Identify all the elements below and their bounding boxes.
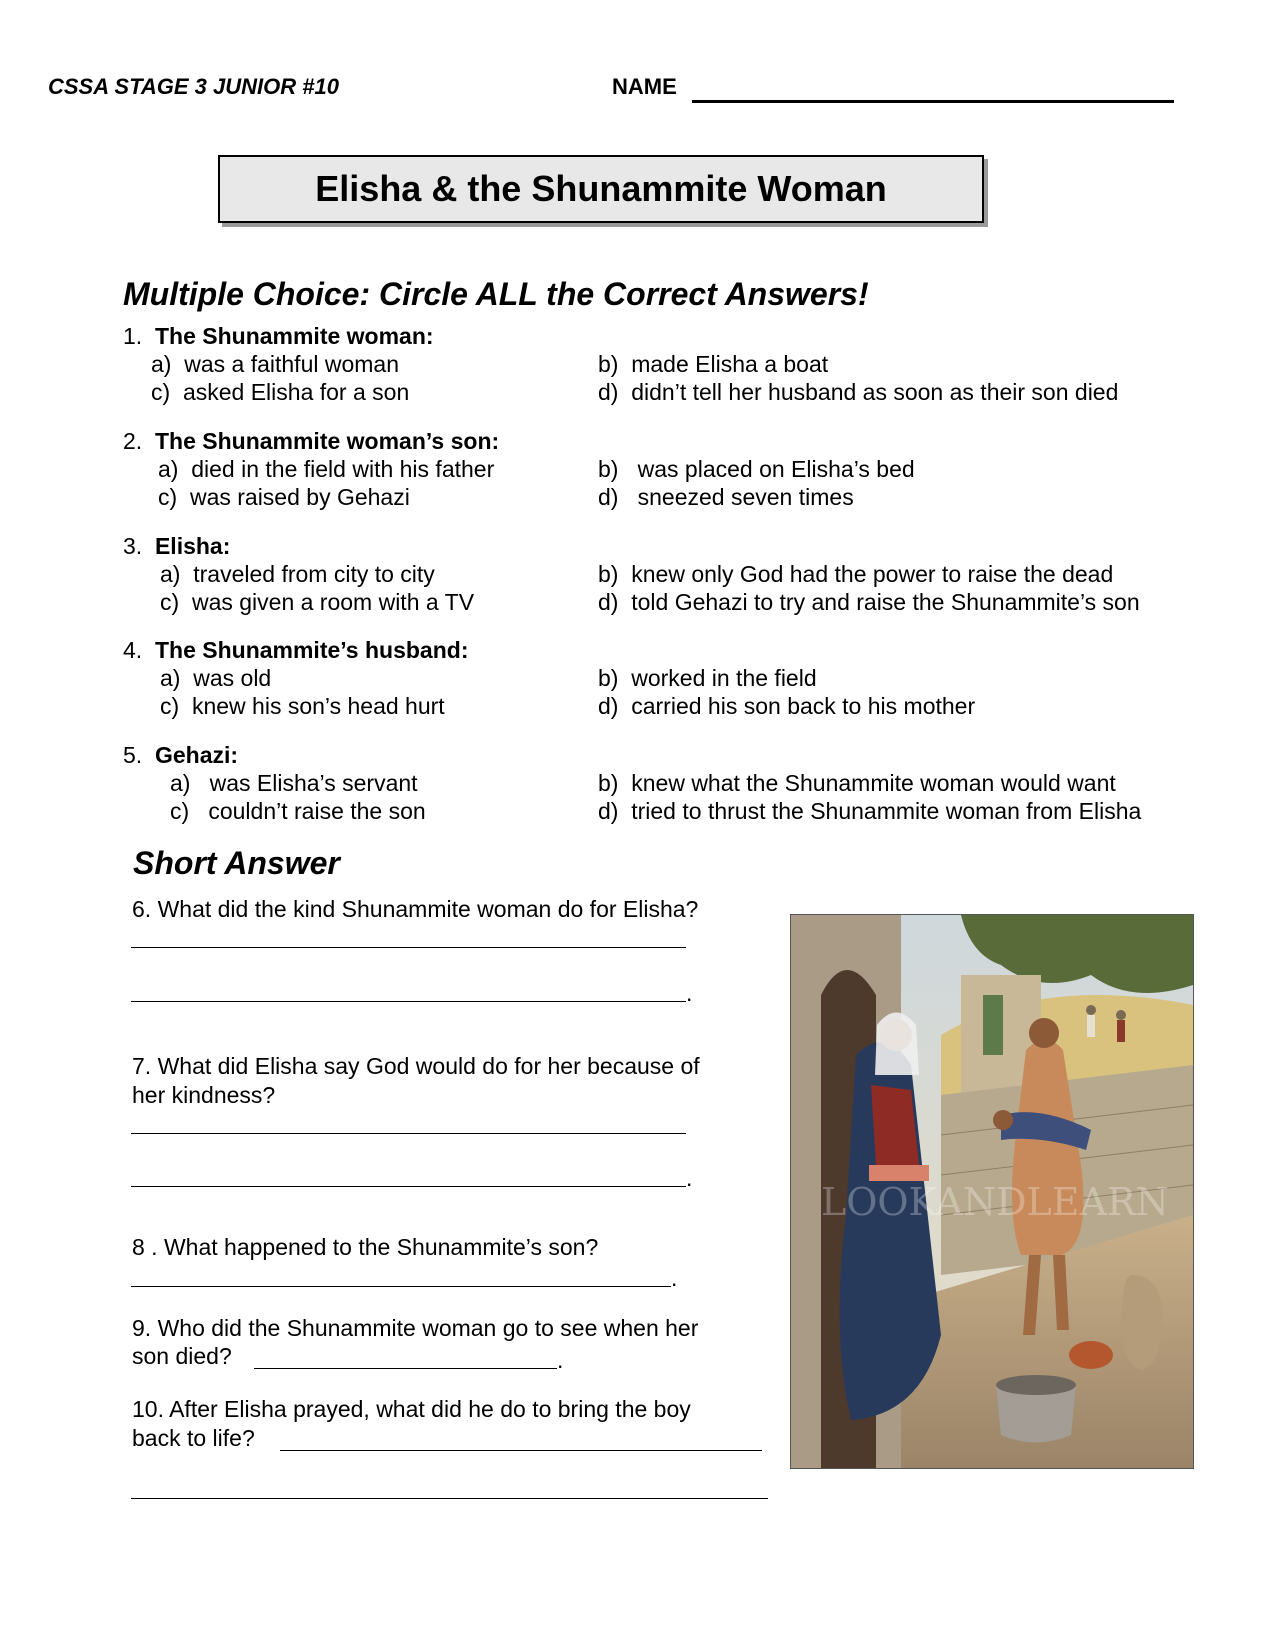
answer-line-7b[interactable] — [131, 1186, 686, 1187]
option-5c[interactable]: c) couldn’t raise the son — [170, 798, 426, 824]
sa-question-7-line1: 7. What did Elisha say God would do for her because of — [132, 1053, 700, 1079]
sa-question-9-line2: son died? — [132, 1343, 232, 1369]
mc-question-2: 2. The Shunammite woman’s son: — [123, 428, 500, 454]
option-1c[interactable]: c) asked Elisha for a son — [151, 379, 410, 405]
name-field-line[interactable] — [692, 100, 1174, 103]
short-answer-heading: Short Answer — [133, 845, 340, 881]
mc-question-4: 4. The Shunammite’s husband: — [123, 637, 469, 663]
option-1a[interactable]: a) was a faithful woman — [151, 351, 400, 377]
answer-line-6a[interactable] — [131, 947, 686, 948]
option-3c[interactable]: c) was given a room with a TV — [160, 589, 475, 615]
title-box — [218, 155, 984, 223]
sa-question-10-line2: back to life? — [132, 1425, 255, 1451]
option-2a[interactable]: a) died in the field with his father — [158, 456, 495, 482]
option-5a[interactable]: a) was Elisha’s servant — [170, 770, 418, 796]
sa-question-10-line1: 10. After Elisha prayed, what did he do to bring the boy — [132, 1396, 691, 1422]
sa-question-8: 8 . What happened to the Shunammite’s son? — [132, 1234, 599, 1260]
period: . — [686, 980, 693, 1006]
mc-question-5-stem: Gehazi: — [154, 742, 239, 768]
mc-question-1-stem: The Shunammite woman: — [154, 323, 434, 349]
option-4a[interactable]: a) was old — [160, 665, 272, 691]
answer-line-10b[interactable] — [131, 1498, 768, 1499]
multiple-choice-heading: Multiple Choice: Circle ALL the Correct Answers! — [123, 276, 869, 312]
option-1d[interactable]: d) didn’t tell her husband as soon as their son died — [598, 379, 1119, 405]
option-4b[interactable]: b) worked in the field — [598, 665, 817, 691]
option-2c[interactable]: c) was raised by Gehazi — [158, 484, 410, 510]
illustration — [790, 914, 1194, 1469]
option-3b[interactable]: b) knew only God had the power to raise the dead — [598, 561, 1114, 587]
answer-line-7a[interactable] — [131, 1133, 686, 1134]
option-3d[interactable]: d) told Gehazi to try and raise the Shunammite’s son — [598, 589, 1140, 615]
option-3a[interactable]: a) traveled from city to city — [160, 561, 435, 587]
mc-question-1: 1. The Shunammite woman: — [123, 323, 434, 349]
watermark: LOOKANDLEARN — [821, 1180, 1169, 1224]
option-2d[interactable]: d) sneezed seven times — [598, 484, 854, 510]
option-2b[interactable]: b) was placed on Elisha’s bed — [598, 456, 915, 482]
answer-line-8[interactable] — [131, 1286, 671, 1287]
mc-question-4-stem: The Shunammite’s husband: — [154, 637, 469, 663]
sa-question-7-line2: her kindness? — [132, 1082, 276, 1108]
period: . — [557, 1347, 564, 1373]
sa-question-6: 6. What did the kind Shunammite woman do for Elisha? — [132, 896, 699, 922]
mc-question-3: 3. Elisha: — [123, 533, 231, 559]
mc-question-3-stem: Elisha: — [154, 533, 231, 559]
answer-line-6b[interactable] — [131, 1001, 686, 1002]
illustration-art — [791, 915, 1193, 1468]
option-5d[interactable]: d) tried to thrust the Shunammite woman from Elisha — [598, 798, 1142, 824]
option-4c[interactable]: c) knew his son’s head hurt — [160, 693, 445, 719]
mc-question-2-stem: The Shunammite woman’s son: — [154, 428, 500, 454]
answer-line-9[interactable] — [254, 1368, 557, 1369]
page-title: Elisha & the Shunammite Woman — [315, 168, 887, 209]
period: . — [671, 1265, 678, 1291]
option-1b[interactable]: b) made Elisha a boat — [598, 351, 829, 377]
option-5b[interactable]: b) knew what the Shunammite woman would want — [598, 770, 1116, 796]
name-label: NAME — [612, 74, 677, 99]
option-4d[interactable]: d) carried his son back to his mother — [598, 693, 976, 719]
worksheet-code: CSSA STAGE 3 JUNIOR #10 — [48, 74, 339, 99]
mc-question-5: 5. Gehazi: — [123, 742, 239, 768]
sa-question-9-line1: 9. Who did the Shunammite woman go to see when her — [132, 1315, 699, 1341]
answer-line-10a[interactable] — [280, 1450, 762, 1451]
period: . — [686, 1165, 693, 1191]
